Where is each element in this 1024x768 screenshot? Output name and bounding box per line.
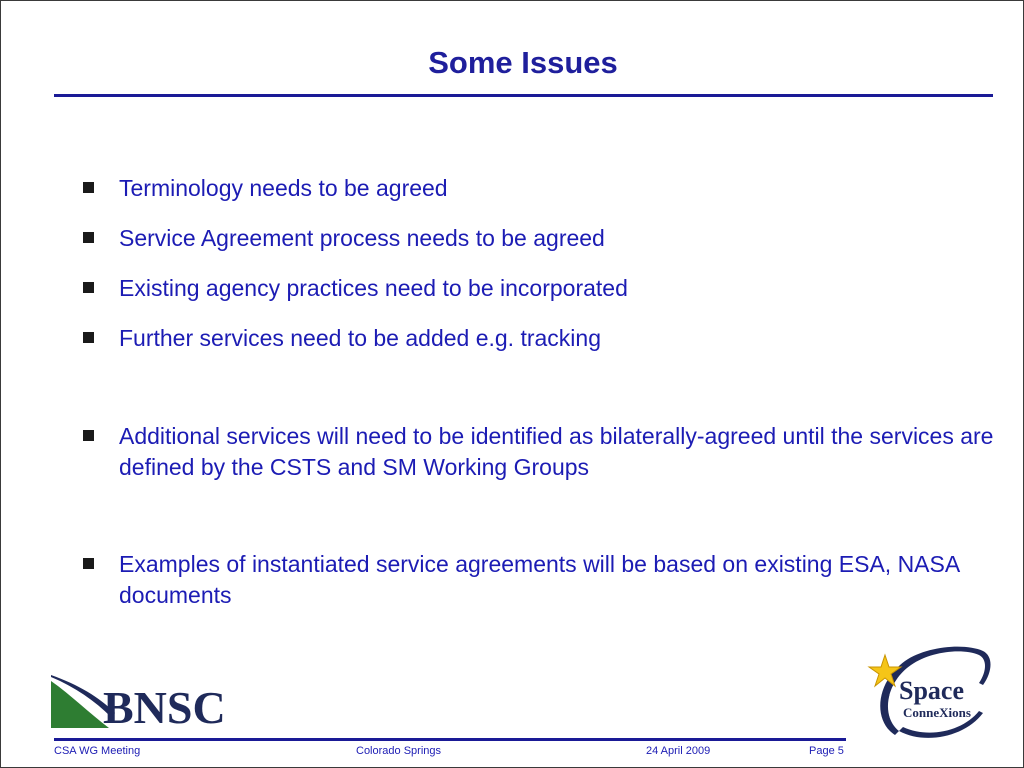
- space-connexions-logo: [865, 641, 995, 749]
- bullet-list: [79, 173, 999, 611]
- footer-page-number: Page 5: [809, 745, 844, 757]
- bullet-item: [79, 273, 999, 304]
- bullet-text: Additional services will need to be identified as bilaterally-agreed until the services are defined by the CSTS and SM Working Groups: [119, 423, 994, 480]
- square-bullet-icon: [83, 282, 94, 293]
- footer-meeting: CSA WG Meeting: [54, 745, 141, 757]
- star-icon: [869, 655, 901, 686]
- square-bullet-icon: [83, 430, 94, 441]
- square-bullet-icon: [83, 182, 94, 193]
- bnsc-logo: [49, 673, 239, 733]
- bullet-item: [79, 323, 999, 354]
- slide-title: Some Issues: [428, 45, 618, 80]
- bnsc-wordmark: BNSC: [103, 682, 226, 733]
- space-wordmark: Space: [899, 676, 964, 705]
- bullet-text: Examples of instantiated service agreements will be based on existing ESA, NASA documents: [119, 551, 959, 608]
- bullet-text: Existing agency practices need to be incorporated: [119, 275, 628, 301]
- footer-date: 24 April 2009: [646, 745, 711, 757]
- bullet-item: [79, 421, 999, 483]
- connexions-wordmark: ConneXions: [903, 705, 971, 720]
- bullet-text: Further services need to be added e.g. tracking: [119, 325, 602, 351]
- square-bullet-icon: [83, 332, 94, 343]
- square-bullet-icon: [83, 558, 94, 569]
- footer-divider: [54, 738, 846, 741]
- square-bullet-icon: [83, 232, 94, 243]
- bullet-item: [79, 223, 999, 254]
- bullet-text: Terminology needs to be agreed: [119, 175, 448, 201]
- bullet-text: Service Agreement process needs to be agreed: [119, 225, 605, 251]
- title-divider: [54, 94, 993, 97]
- footer-location: Colorado Springs: [356, 745, 441, 757]
- bullet-item: [79, 549, 999, 611]
- bullet-item: [79, 173, 999, 204]
